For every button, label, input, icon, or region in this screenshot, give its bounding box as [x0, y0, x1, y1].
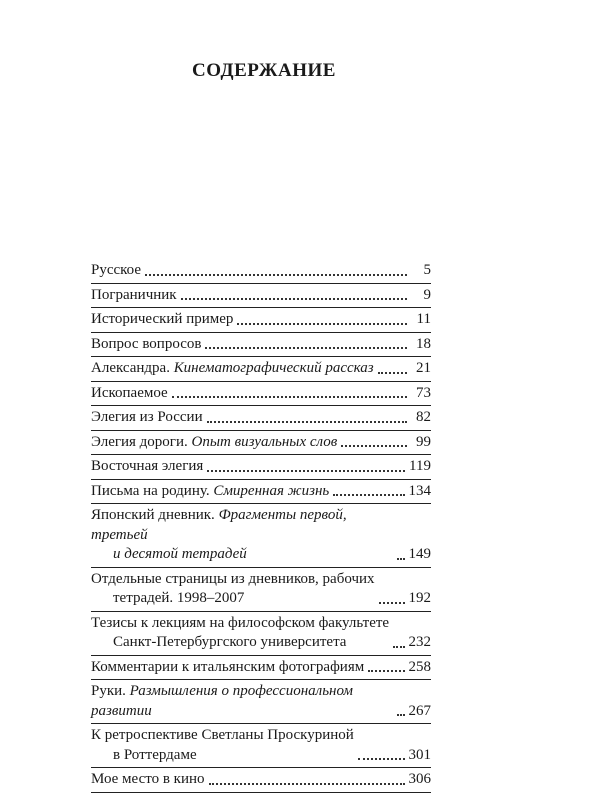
toc-entry-title	[91, 726, 354, 765]
toc-entry[interactable]	[91, 457, 431, 480]
toc-entry-text: Мое место в кино	[91, 771, 205, 787]
toc-entry[interactable]	[91, 359, 431, 382]
toc-entry-line	[91, 633, 389, 653]
toc-entry[interactable]	[91, 433, 431, 456]
toc-entry-page-number: 18	[416, 335, 431, 352]
toc-entry[interactable]	[91, 408, 431, 431]
toc-entry-text: Русское	[91, 262, 142, 278]
toc-entry[interactable]	[91, 570, 431, 612]
toc-entry-page-number: 134	[408, 482, 431, 499]
toc-entry-line	[91, 746, 354, 766]
toc-entry-line	[91, 506, 393, 545]
toc-entry-line	[91, 335, 201, 355]
page-title: СОДЕРЖАНИЕ	[192, 60, 336, 81]
toc-entry-page-number: 301	[408, 746, 431, 763]
dot-leader	[207, 420, 407, 423]
dot-leader	[378, 371, 407, 374]
toc-entry-line	[91, 589, 375, 609]
toc-entry-text: Ископаемое	[91, 384, 168, 401]
toc-entry[interactable]	[91, 770, 431, 793]
toc-entry[interactable]	[91, 384, 431, 407]
toc-entry-line	[91, 408, 203, 428]
toc-entry-line	[91, 261, 141, 281]
dot-leader	[333, 493, 404, 496]
toc-entry-subtitle: Фрагменты первой, третьей	[91, 507, 347, 543]
toc-entry-text: Тезисы к лекциям на философском факультете	[91, 614, 390, 631]
toc-entry-title	[91, 433, 337, 453]
toc-entry-text: Исторический пример	[91, 311, 234, 327]
toc-entry-text: Восточная элегия	[91, 458, 204, 474]
toc-entry-title	[91, 614, 389, 653]
toc-entry[interactable]	[91, 658, 431, 681]
toc-entry-title	[91, 658, 364, 678]
toc-entry-page-number: 149	[408, 546, 431, 562]
toc-entry-page-number: 11	[416, 311, 431, 327]
toc-entry[interactable]	[91, 614, 431, 656]
toc-entry-line	[91, 770, 205, 790]
toc-entry-page-number: 306	[408, 771, 431, 787]
dot-leader	[205, 346, 407, 349]
toc-entry-text: Санкт-Петербургского университета	[113, 634, 347, 650]
toc-entry-text: Письма на родину.	[91, 482, 214, 499]
toc-entry-title	[91, 482, 329, 502]
toc-entry-line	[91, 570, 375, 590]
toc-entry-line	[91, 614, 389, 634]
toc-entry-page-number: 267	[408, 702, 431, 719]
toc-entry-line	[91, 545, 393, 565]
toc-entry-text: Комментарии к итальянским фотографиям	[91, 658, 365, 675]
dot-leader	[145, 273, 407, 276]
toc-entry-title	[91, 359, 374, 379]
toc-entry-line	[91, 433, 337, 453]
toc-entry-subtitle: Смиренная жизнь	[213, 482, 330, 499]
toc-entry[interactable]	[91, 310, 431, 333]
toc-entry-text: Японский дневник.	[91, 507, 219, 523]
toc-entry-line	[91, 310, 233, 330]
toc-entry-line	[91, 384, 168, 404]
toc-entry-subtitle: Опыт визуальных слов	[191, 433, 338, 450]
toc-entry-title	[91, 457, 203, 477]
dot-leader	[209, 782, 405, 785]
toc-entry-text: Руки.	[91, 683, 130, 699]
toc-entry-page-number: 9	[423, 286, 431, 303]
toc-entry-page-number: 5	[423, 262, 431, 278]
toc-entry-text: в Роттердаме	[113, 746, 197, 763]
toc-entry-line	[91, 682, 393, 721]
dot-leader	[341, 444, 407, 447]
toc-entry-title	[91, 310, 233, 330]
toc-entry-text: Элегия из России	[91, 409, 203, 425]
toc-entry-subtitle: Кинематографический рассказ	[173, 360, 374, 376]
toc-entry-page-number: 192	[408, 590, 431, 606]
toc-entry-line	[91, 359, 374, 379]
toc-entry[interactable]	[91, 335, 431, 358]
toc-entry[interactable]	[91, 726, 431, 768]
dot-leader	[379, 601, 405, 604]
toc-entry-title	[91, 770, 205, 790]
toc-entry-page-number: 232	[408, 634, 431, 650]
toc-entry-page-number: 82	[416, 409, 431, 425]
toc-entry-text: Вопрос вопросов	[91, 335, 202, 352]
toc-entry-title	[91, 408, 203, 428]
toc-entry-line	[91, 658, 364, 678]
toc-entry-subtitle: и десятой тетрадей	[113, 546, 247, 562]
toc-entry-title	[91, 261, 141, 281]
dot-leader	[181, 297, 407, 300]
toc-entry-text: Элегия дороги.	[91, 433, 192, 450]
toc-entry-title	[91, 286, 177, 306]
toc-entry-text: тетрадей. 1998–2007	[113, 590, 245, 606]
toc-entry-page-number: 119	[409, 458, 431, 474]
dot-leader	[397, 557, 405, 560]
toc-entry-page-number: 21	[416, 360, 431, 376]
dot-leader	[393, 645, 404, 648]
toc-entry-text: Александра.	[91, 360, 174, 376]
toc-entry-title	[91, 335, 201, 355]
toc-entry-line	[91, 482, 329, 502]
dot-leader	[172, 395, 407, 398]
toc-entry[interactable]	[91, 261, 431, 284]
toc-entry-text: Отдельные страницы из дневников, рабочих	[91, 570, 375, 587]
dot-leader	[358, 757, 405, 760]
toc-entry-title	[91, 570, 375, 609]
dot-leader	[207, 469, 405, 472]
toc-entry-page-number: 99	[416, 433, 431, 450]
toc-entry[interactable]	[91, 482, 431, 505]
toc-entry-page-number: 73	[416, 384, 431, 401]
toc-entry[interactable]	[91, 682, 431, 724]
toc-entry-line	[91, 457, 203, 477]
toc-entry-line	[91, 286, 177, 306]
toc-entry-title	[91, 506, 393, 565]
toc-entry[interactable]	[91, 506, 431, 568]
dot-leader	[368, 669, 404, 672]
table-of-contents	[91, 261, 431, 795]
toc-entry-title	[91, 682, 393, 721]
toc-entry-line	[91, 726, 354, 746]
dot-leader	[397, 713, 405, 716]
dot-leader	[237, 322, 407, 325]
toc-entry-page-number: 258	[408, 658, 431, 675]
toc-entry[interactable]	[91, 286, 431, 309]
toc-entry-text: К ретроспективе Светланы Проскуриной	[91, 727, 354, 743]
toc-entry-subtitle: Размышления о профессиональном развитии	[91, 683, 353, 719]
toc-entry-title	[91, 384, 168, 404]
toc-entry-text: Пограничник	[91, 286, 177, 303]
